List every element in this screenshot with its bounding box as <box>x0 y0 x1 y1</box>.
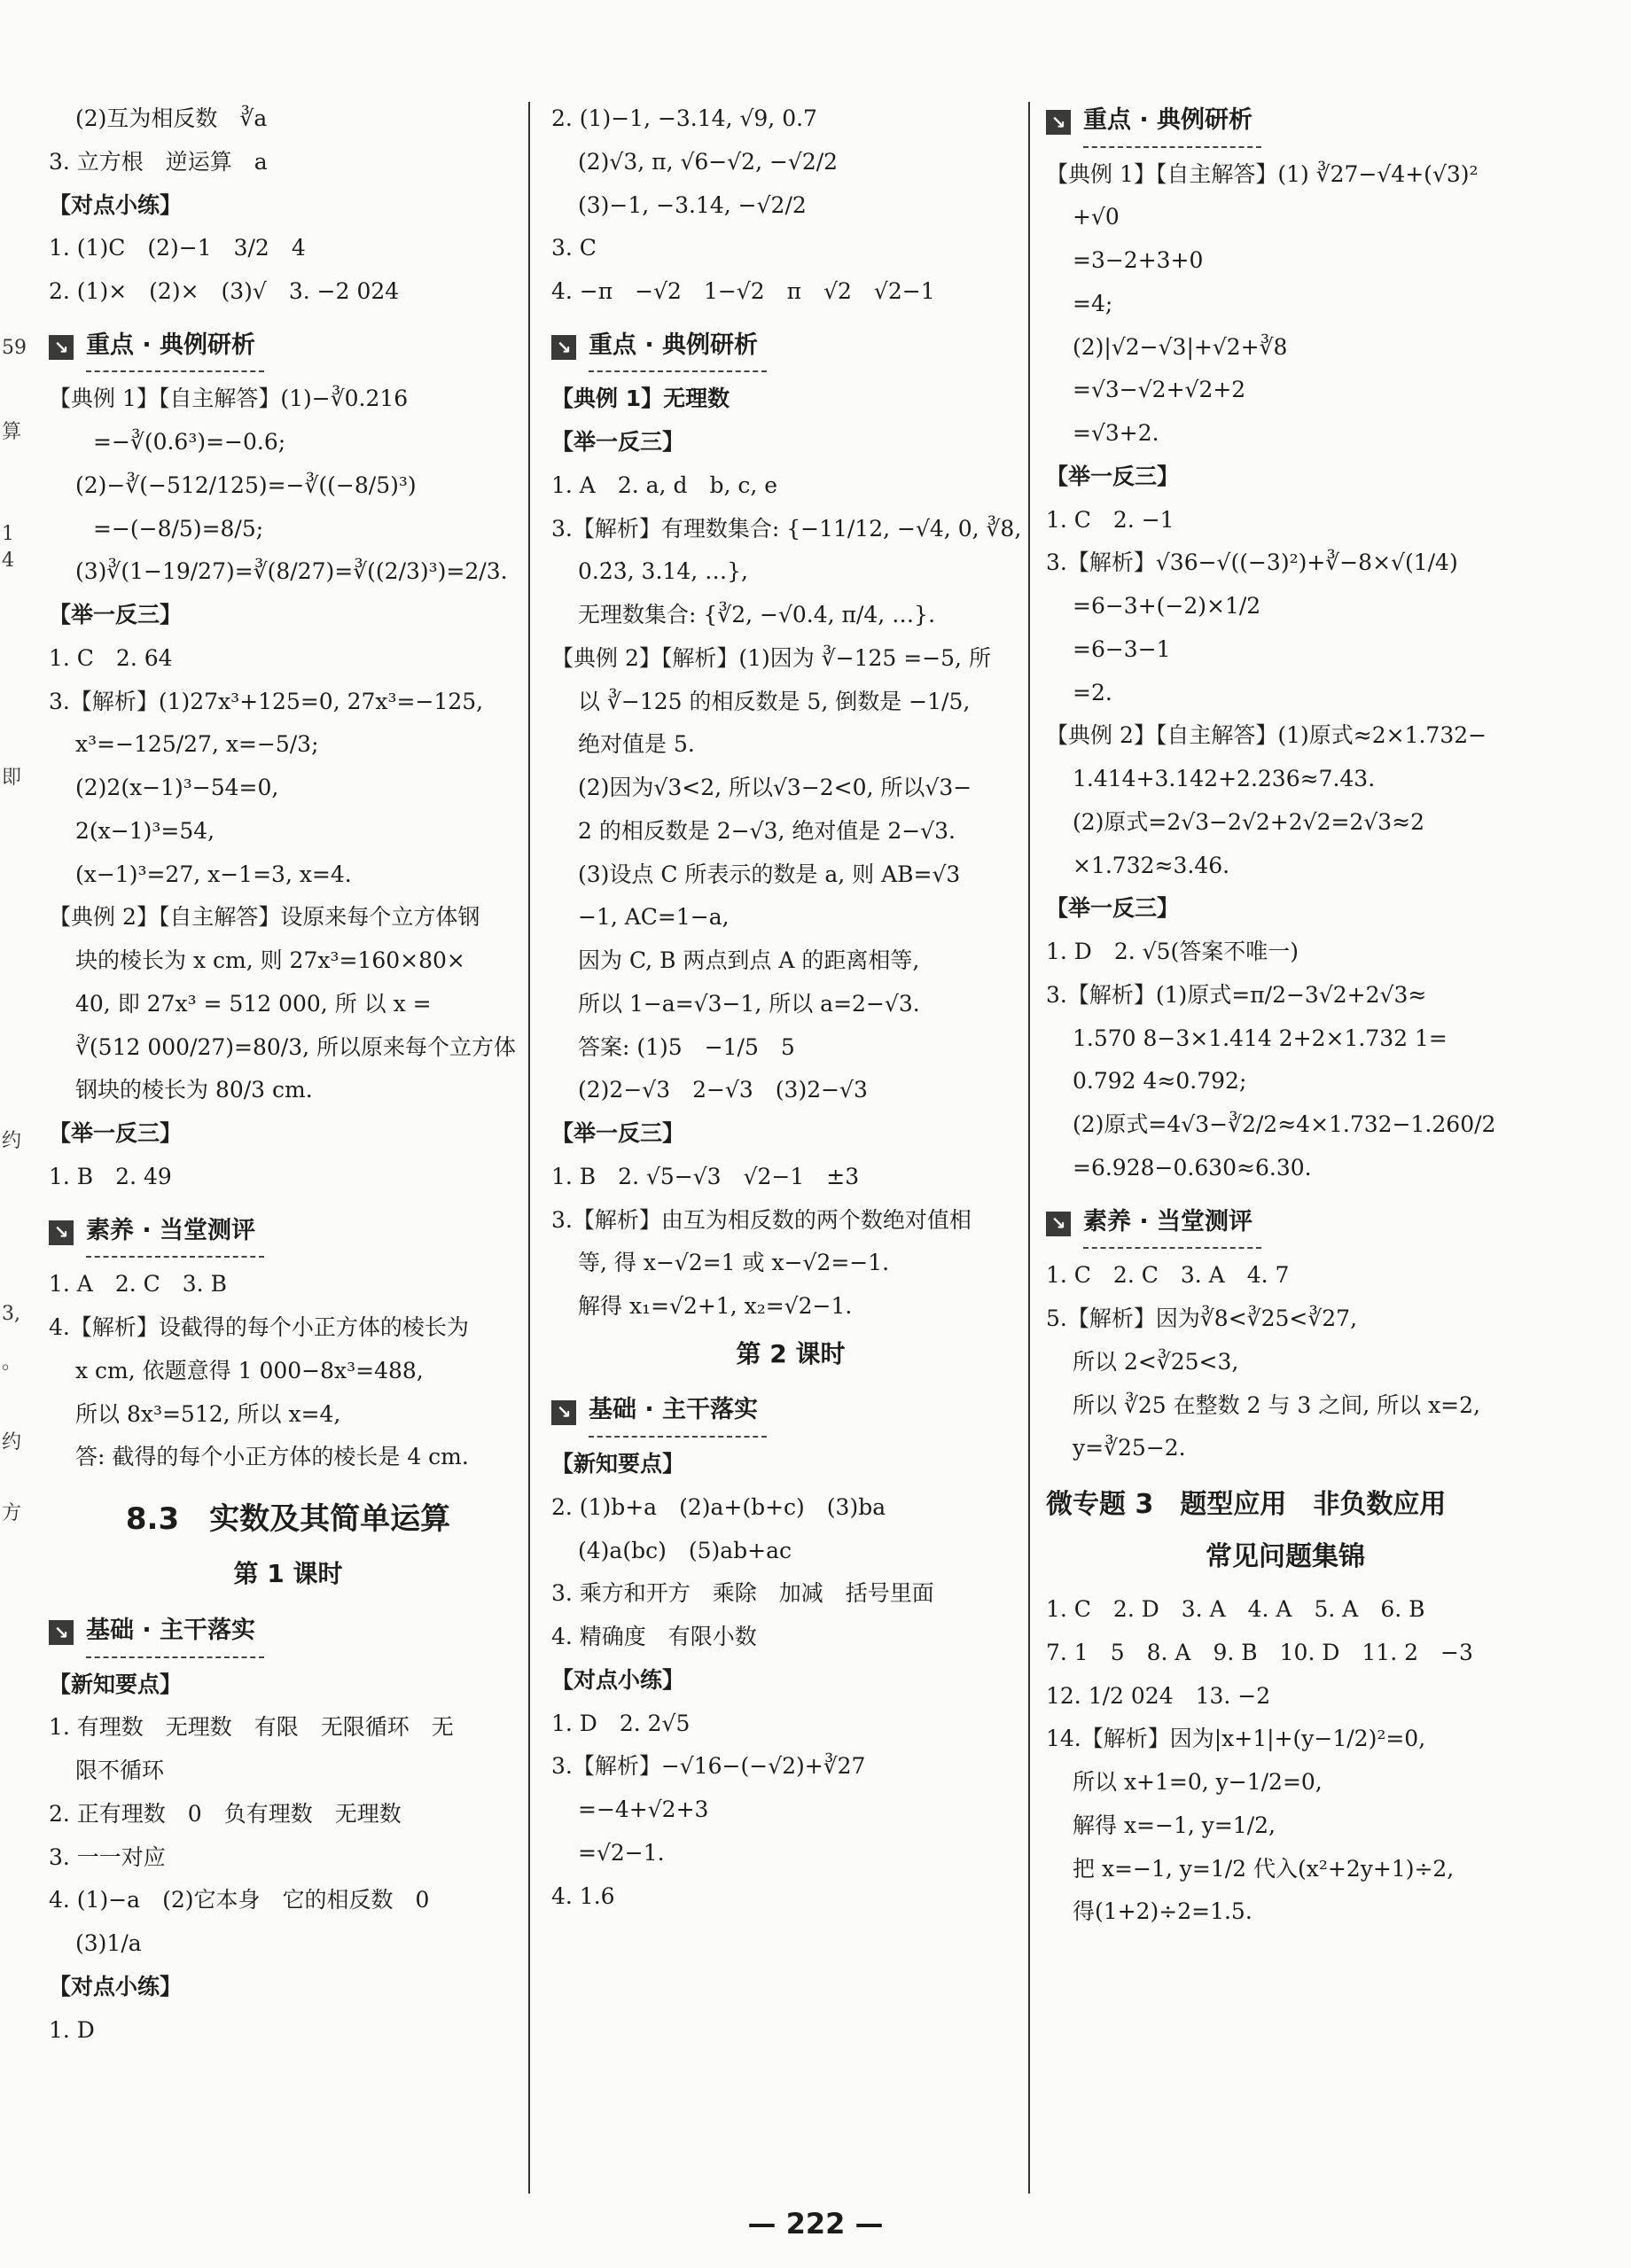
answer-line: 限不循环 <box>75 1758 165 1784</box>
answer-line: 【典例 2】【自主解答】(1)原式≈2×1.732− <box>1046 722 1487 749</box>
answer-line: 2. (1)× (2)× (3)√ 3. −2 024 <box>49 278 400 304</box>
answer-line: ×1.732≈3.46. <box>1073 852 1230 878</box>
answer-line: 【举一反三】 <box>49 1120 183 1147</box>
answer-line: 4. 精确度 有限小数 <box>551 1624 757 1650</box>
answer-line: =6.928−0.630≈6.30. <box>1073 1154 1312 1181</box>
answer-line: 3.【解析】−√16−(−√2)+∛27 <box>551 1753 866 1780</box>
section-title: 重点 · 典例研析 <box>1083 97 1261 148</box>
answer-line: 【典例 2】【自主解答】设原来每个立方体钢 <box>49 904 480 931</box>
answer-line: x³=−125/27, x=−5/3; <box>75 731 319 758</box>
section-title: 重点 · 典例研析 <box>86 323 264 373</box>
answer-line: −1, AC=1−a, <box>578 904 730 931</box>
section-title: 素养 · 当堂测评 <box>1083 1199 1261 1250</box>
answer-line: +√0 <box>1073 204 1120 230</box>
answer-line: 把 x=−1, y=1/2 代入(x²+2y+1)÷2, <box>1073 1855 1455 1882</box>
answer-line: (2)|√2−√3|+√2+∛8 <box>1073 333 1288 360</box>
answer-line: =√2−1. <box>578 1839 665 1866</box>
margin-fragment: 算 <box>2 421 22 443</box>
answer-line: 1. D 2. 2√5 <box>551 1710 691 1736</box>
answer-line: =3−2+3+0 <box>1073 247 1204 274</box>
answer-line: (4)a(bc) (5)ab+ac <box>578 1537 792 1563</box>
answer-line: 4. −π −√2 1−√2 π √2 √2−1 <box>551 278 935 304</box>
arrow-icon: ↘ <box>1046 110 1071 135</box>
answer-line: 所以 2<∛25<3, <box>1073 1348 1239 1375</box>
answer-line: 1. C 2. D 3. A 4. A 5. A 6. B <box>1046 1596 1425 1623</box>
answer-line: =−4+√2+3 <box>578 1796 709 1823</box>
answer-line: 3.【解析】由互为相反数的两个数绝对值相 <box>551 1206 972 1233</box>
answer-line: 【典例 1】无理数 <box>551 386 730 412</box>
arrow-icon: ↘ <box>49 1220 74 1245</box>
section-header <box>551 1387 1030 1438</box>
arrow-icon: ↘ <box>551 1400 576 1425</box>
answer-line: 所以 x+1=0, y−1/2=0, <box>1073 1769 1323 1796</box>
answer-line: 1. A 2. a, d b, c, e <box>551 472 778 498</box>
answer-line: 1.414+3.142+2.236≈7.43. <box>1073 766 1376 792</box>
lesson-subheading: 第 1 课时 <box>233 1559 343 1589</box>
answer-line: 答案: (1)5 −1/5 5 <box>578 1033 795 1060</box>
answer-line: =6−3+(−2)×1/2 <box>1073 593 1261 620</box>
answer-line: =√3+2. <box>1073 420 1159 447</box>
arrow-icon: ↘ <box>49 335 74 360</box>
section-header <box>1046 1199 1525 1250</box>
answer-line: 【对点小练】 <box>551 1666 685 1693</box>
answer-line: 【对点小练】 <box>49 191 183 218</box>
arrow-icon: ↘ <box>551 335 576 360</box>
answer-line: 2 的相反数是 2−√3, 绝对值是 2−√3. <box>578 817 956 844</box>
answer-line: 3. C <box>551 235 597 261</box>
answer-line: 1. C 2. 64 <box>49 644 173 671</box>
column-3 <box>1046 97 1525 1934</box>
answer-line: 4. 1.6 <box>551 1882 615 1909</box>
section-header <box>551 323 1030 373</box>
answer-line: 1. A 2. C 3. B <box>49 1271 227 1298</box>
answer-line: =2. <box>1073 679 1112 705</box>
answer-line: 4.【解析】设截得的每个小正方体的棱长为 <box>49 1314 469 1341</box>
answer-line: 答: 截得的每个小正方体的棱长是 4 cm. <box>75 1444 469 1470</box>
answer-line: =4; <box>1073 290 1113 316</box>
answer-line: (3)∛(1−19/27)=∛(8/27)=∛((2/3)³)=2/3. <box>75 558 508 585</box>
answer-line: y=∛25−2. <box>1073 1435 1186 1461</box>
section-header <box>49 323 527 373</box>
answer-line: =−(−8/5)=8/5; <box>93 515 264 542</box>
answer-line: 2. (1)b+a (2)a+(b+c) (3)ba <box>551 1493 886 1520</box>
answer-line: 1. B 2. 49 <box>49 1163 172 1189</box>
answer-line: (2)因为√3<2, 所以√3−2<0, 所以√3− <box>578 775 972 801</box>
answer-line: 解得 x₁=√2+1, x₂=√2−1. <box>578 1293 853 1320</box>
answer-line: 【举一反三】 <box>1046 463 1180 489</box>
answer-line: 1. D 2. √5(答案不唯一) <box>1046 939 1299 965</box>
section-header <box>49 1208 527 1259</box>
answer-line: (2)原式=4√3−∛2/2≈4×1.732−1.260/2 <box>1073 1111 1496 1138</box>
margin-fragment: 59 <box>2 337 27 359</box>
answer-line: 1. 有理数 无理数 有限 无限循环 无 <box>49 1714 454 1741</box>
answer-line: 【典例 1】【自主解答】(1) ∛27−√4+(√3)² <box>1046 160 1479 187</box>
section-title: 重点 · 典例研析 <box>589 323 767 373</box>
answer-line: 3.【解析】有理数集合: {−11/12, −√4, 0, ∛8, <box>551 515 1022 542</box>
column-divider <box>528 102 530 2194</box>
section-header <box>1046 97 1525 148</box>
answer-line: 7. 1 5 8. A 9. B 10. D 11. 2 −3 <box>1046 1639 1473 1665</box>
answer-line: 【典例 1】【自主解答】(1)−∛0.216 <box>49 386 409 412</box>
answer-line: 1. C 2. C 3. A 4. 7 <box>1046 1262 1290 1289</box>
section-header <box>49 1608 527 1658</box>
answer-line: (3)设点 C 所表示的数是 a, 则 AB=√3 <box>578 861 961 887</box>
answer-line: 【举一反三】 <box>49 602 183 628</box>
answer-line: 1. B 2. √5−√3 √2−1 ±3 <box>551 1163 860 1189</box>
lesson-subheading: 第 2 课时 <box>736 1338 846 1368</box>
arrow-icon: ↘ <box>49 1620 74 1645</box>
answer-line: 4. (1)−a (2)它本身 它的相反数 0 <box>49 1887 430 1913</box>
answer-line: 3. 乘方和开方 乘除 加减 括号里面 <box>551 1580 934 1607</box>
margin-fragment: 约 <box>2 1130 22 1152</box>
answer-line: 得(1+2)÷2=1.5. <box>1073 1898 1253 1925</box>
answer-line: 【新知要点】 <box>49 1671 183 1697</box>
column-1 <box>49 97 527 2052</box>
answer-line: =−∛(0.6³)=−0.6; <box>93 429 286 456</box>
answer-line: (x−1)³=27, x−1=3, x=4. <box>75 861 352 887</box>
answer-line: 3.【解析】(1)27x³+125=0, 27x³=−125, <box>49 688 484 714</box>
answer-line: 2(x−1)³=54, <box>75 817 215 844</box>
answer-line: 3. 一一对应 <box>49 1843 166 1870</box>
arrow-icon: ↘ <box>1046 1212 1071 1236</box>
section-title: 基础 · 主干落实 <box>86 1608 264 1658</box>
margin-fragment: 1 <box>2 523 14 545</box>
micro-topic-title: 微专题 3 题型应用 非负数应用 <box>1046 1489 1447 1521</box>
answer-line: 2. 正有理数 0 负有理数 无理数 <box>49 1800 402 1827</box>
answer-line: 【举一反三】 <box>1046 895 1180 922</box>
answer-line: 5.【解析】因为∛8<∛25<∛27, <box>1046 1305 1358 1332</box>
answer-line: 1. (1)C (2)−1 3/2 4 <box>49 235 306 261</box>
answer-line: 【举一反三】 <box>551 1120 685 1147</box>
answer-line: 块的棱长为 x cm, 则 27x³=160×80× <box>75 947 465 974</box>
margin-fragment: 即 <box>2 767 22 789</box>
answer-line: 因为 C, B 两点到点 A 的距离相等, <box>578 947 920 974</box>
answer-line: 所以 8x³=512, 所以 x=4, <box>75 1400 341 1427</box>
answer-line: (2)2−√3 2−√3 (3)2−√3 <box>578 1077 868 1103</box>
answer-line: 绝对值是 5. <box>578 731 695 758</box>
answer-line: 所以 ∛25 在整数 2 与 3 之间, 所以 x=2, <box>1073 1391 1480 1418</box>
answer-line: (2)−∛(−512/125)=−∛((−8/5)³) <box>75 472 417 498</box>
answer-line: ∛(512 000/27)=80/3, 所以原来每个立方体 <box>75 1033 517 1060</box>
answer-line: =√3−√2+√2+2 <box>1073 377 1246 403</box>
answer-line: 无理数集合: {∛2, −√0.4, π/4, …}. <box>578 602 936 628</box>
margin-fragment: 方 <box>2 1502 22 1524</box>
margin-fragment: 。 <box>2 1352 22 1374</box>
answer-line: =6−3−1 <box>1073 635 1171 662</box>
answer-line: 3.【解析】√36−√((−3)²)+∛−8×√(1/4) <box>1046 549 1458 576</box>
micro-topic-subtitle: 常见问题集锦 <box>1206 1540 1365 1572</box>
answer-line: 【举一反三】 <box>551 429 685 456</box>
answer-line: 2. (1)−1, −3.14, √9, 0.7 <box>551 105 817 131</box>
answer-line: (3)1/a <box>75 1930 142 1957</box>
answer-line: 40, 即 27x³ = 512 000, 所 以 x = <box>75 990 432 1017</box>
section-title: 素养 · 当堂测评 <box>86 1208 264 1259</box>
answer-line: 【对点小练】 <box>49 1973 183 1999</box>
answer-line: 以 ∛−125 的相反数是 5, 倒数是 −1/5, <box>578 688 971 714</box>
answer-line: 14.【解析】因为|x+1|+(y−1/2)²=0, <box>1046 1726 1426 1752</box>
answer-line: (2)2(x−1)³−54=0, <box>75 775 279 801</box>
answer-line: 0.792 4≈0.792; <box>1073 1068 1247 1095</box>
answer-line: 3. 立方根 逆运算 a <box>49 148 268 175</box>
answer-line: 【典例 2】【解析】(1)因为 ∛−125 =−5, 所 <box>551 644 991 671</box>
answer-line: 1. C 2. −1 <box>1046 506 1174 533</box>
answer-line: 钢块的棱长为 80/3 cm. <box>75 1077 313 1103</box>
answer-line: (2)互为相反数 ∛a <box>75 105 268 131</box>
answer-line: 等, 得 x−√2=1 或 x−√2=−1. <box>578 1250 890 1276</box>
column-2 <box>551 97 1030 1918</box>
answer-line: 12. 1/2 024 13. −2 <box>1046 1682 1271 1709</box>
margin-fragment: 3, <box>2 1303 20 1325</box>
answer-line: 1. D <box>49 2016 95 2043</box>
answer-line: x cm, 依题意得 1 000−8x³=488, <box>75 1357 424 1383</box>
lesson-heading: 8.3 实数及其简单运算 <box>125 1501 451 1538</box>
margin-fragment: 4 <box>2 549 14 572</box>
answer-line: 解得 x=−1, y=1/2, <box>1073 1812 1276 1838</box>
answer-line: 【新知要点】 <box>551 1451 685 1477</box>
page-number: — 222 — <box>747 2207 884 2241</box>
answer-line: 3.【解析】(1)原式=π/2−3√2+2√3≈ <box>1046 981 1427 1008</box>
answer-line: 0.2̇3̇, 3.14, …}, <box>578 558 748 585</box>
section-title: 基础 · 主干落实 <box>589 1387 767 1438</box>
answer-line: 1.570 8−3×1.414 2+2×1.732 1= <box>1073 1025 1448 1051</box>
answer-line: (3)−1, −3.14, −√2/2 <box>578 191 807 218</box>
answer-line: 所以 1−a=√3−1, 所以 a=2−√3. <box>578 990 920 1017</box>
margin-fragment: 约 <box>2 1431 22 1454</box>
answer-line: (2)√3, π, √6−√2, −√2/2 <box>578 148 839 175</box>
answer-line: (2)原式=2√3−2√2+2√2=2√3≈2 <box>1073 808 1425 835</box>
